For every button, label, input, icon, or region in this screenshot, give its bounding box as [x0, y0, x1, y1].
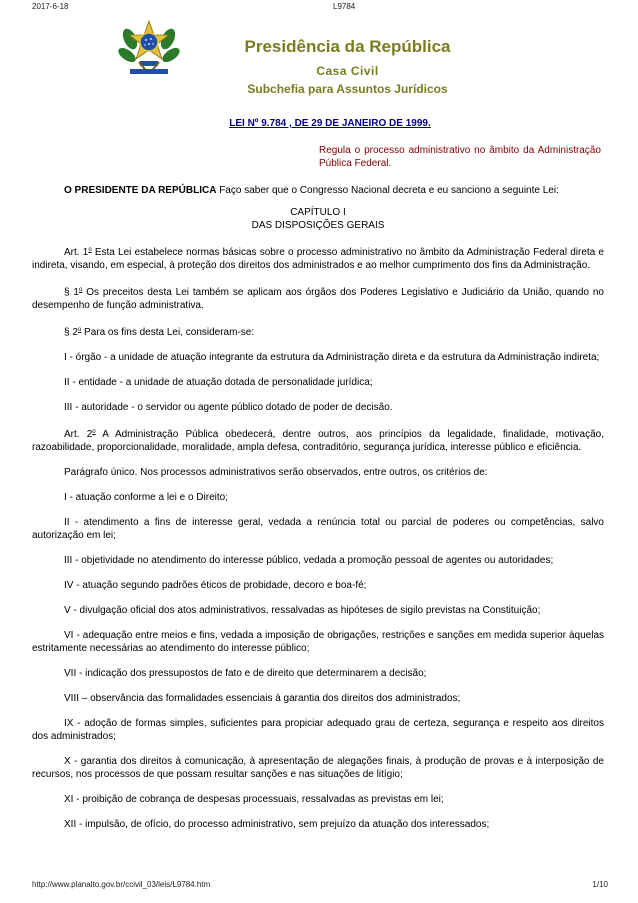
- preamble: [32, 184, 604, 197]
- par-1-ordinal: o: [79, 287, 83, 293]
- brazil-coat-of-arms-icon: [118, 17, 180, 79]
- par-2-text: Para os fins desta Lei, consideram-se:: [81, 327, 255, 338]
- art-1-lead: Art. 1: [64, 247, 89, 258]
- par-2-item: I - órgão - a unidade de atuação integrante da estrutura da Administração direta e da estrutura da Administração indireta;: [64, 352, 600, 363]
- print-date: 2017-6-18: [32, 2, 69, 11]
- chapter-number: CAPÍTULO I: [290, 207, 346, 218]
- print-url: http://www.planalto.gov.br/ccivil_03/leis/L9784.htm: [32, 880, 211, 889]
- law-body: [32, 184, 604, 831]
- art-2-item: III - objetividade no atendimento do interesse público, vedada a promoção pessoal de agentes ou autoridades;: [64, 555, 554, 566]
- art-2-item: I - atuação conforme a lei e o Direito;: [64, 492, 228, 503]
- par-1-text: Os preceitos desta Lei também se aplicam aos órgãos dos Poderes Legislativo e Judiciário da União, quando no desempenho de função administrativa.: [32, 287, 604, 311]
- art-2-ordinal: o: [92, 429, 96, 435]
- law-title-link[interactable]: LEI Nº 9.784 , DE 29 DE JANEIRO DE 1999.: [229, 118, 431, 129]
- art-2-item: IV - atuação segundo padrões éticos de probidade, decoro e boa-fé;: [64, 580, 367, 591]
- art-1-par-1: [32, 284, 604, 312]
- print-title: L9784: [333, 2, 356, 11]
- par-2-ordinal: o: [77, 327, 82, 333]
- art-2-lead: Art. 2: [64, 429, 93, 440]
- par-2-item: II - entidade - a unidade de atuação dotada de personalidade jurídica;: [64, 377, 373, 388]
- preamble-bold: O PRESIDENTE DA REPÚBLICA: [64, 185, 217, 196]
- law-ementa: Regula o processo administrativo no âmbito da Administração Pública Federal.: [319, 145, 601, 169]
- par-2-item: III - autoridade - o servidor ou agente público dotado de poder de decisão.: [64, 402, 393, 413]
- art-2-item: VIII – observância das formalidades essenciais à garantia dos direitos dos administrados;: [64, 693, 461, 704]
- masthead-subchefia: Subchefia para Assuntos Jurídicos: [247, 82, 448, 96]
- chapter-title: DAS DISPOSIÇÕES GERAIS: [251, 220, 385, 231]
- masthead-casa-civil: Casa Civil: [316, 64, 379, 78]
- art-2: [32, 426, 604, 454]
- art-2-item: VI - adequação entre meios e fins, vedada a imposição de obrigações, restrições e sanções em medida superior àquelas estritamente necessárias ao atendimento do interesse público;: [32, 630, 604, 654]
- preamble-text: Faço saber que o Congresso Nacional decreta e eu sanciono a seguinte Lei:: [216, 185, 559, 196]
- art-2-item: VII - indicação dos pressupostos de fato e de direito que determinarem a decisão;: [64, 668, 427, 679]
- art-1-text: Esta Lei estabelece normas básicas sobre o processo administrativo no âmbito da Administração Federal direta e indireta, visando, em especial, à proteção dos direitos dos administrados e ao melhor cumprimento dos fins da Administração.: [32, 247, 604, 271]
- art-2-text: A Administração Pública obedecerá, dentre outros, aos princípios da legalidade, finalidade, motivação, razoabilidade, proporcionalidade, moralidade, ampla defesa, contraditório, segurança jurídica, interesse público e eficiência.: [32, 429, 604, 453]
- masthead-presidency: Presidência da República: [244, 37, 451, 56]
- art-2-item: IX - adoção de formas simples, suficientes para propiciar adequado grau de certeza, segurança e respeito aos direitos dos administrados;: [32, 718, 604, 742]
- print-page-number: 1/10: [592, 880, 608, 889]
- par-1-lead: § 1: [64, 287, 79, 298]
- art-1-par-2: [32, 324, 604, 339]
- art-2-item: XII - impulsão, de ofício, do processo administrativo, sem prejuízo da atuação dos interessados;: [64, 819, 490, 830]
- art-2-item: II - atendimento a fins de interesse geral, vedada a renúncia total ou parcial de poderes ou competências, salvo autorização em lei;: [32, 517, 604, 541]
- art-2-item: XI - proibição de cobrança de despesas processuais, ressalvadas as previstas em lei;: [64, 794, 444, 805]
- art-1: [32, 244, 604, 272]
- par-2-lead: § 2: [64, 327, 78, 338]
- art-2-item: X - garantia dos direitos à comunicação, à apresentação de alegações finais, à produção de provas e à interposição de recursos, nos processos de que possam resultar sanções e nas situações de litígio;: [32, 756, 604, 780]
- art-2-sole-paragraph: Parágrafo único. Nos processos administrativos serão observados, entre outros, os critérios de:: [64, 467, 488, 478]
- art-1-ordinal: o: [88, 247, 92, 253]
- art-2-item: V - divulgação oficial dos atos administrativos, ressalvadas as hipóteses de sigilo previstas na Constituição;: [64, 605, 541, 616]
